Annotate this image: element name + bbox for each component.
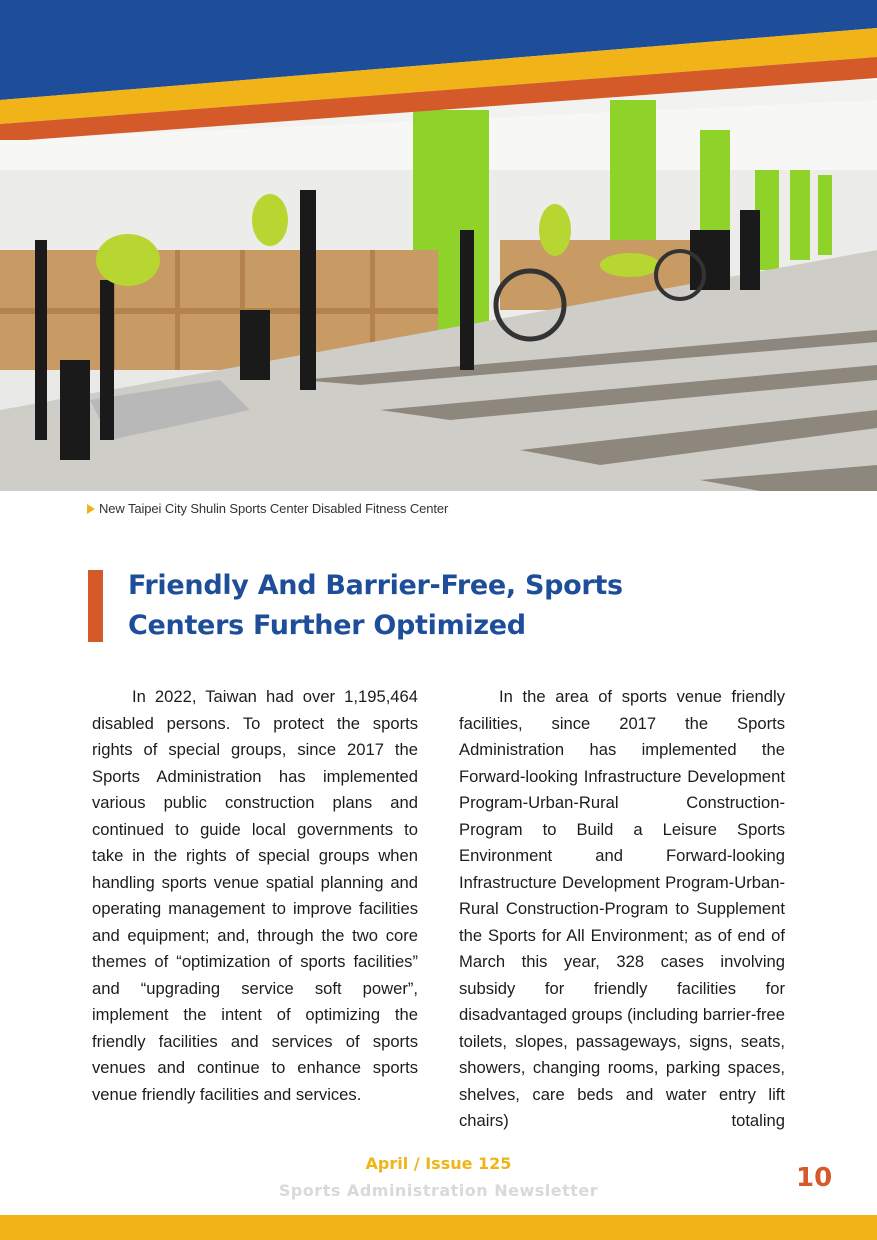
photo-caption-text: New Taipei City Shulin Sports Center Disabled Fitness Center [99, 501, 449, 516]
footer-bar [0, 1215, 877, 1240]
photo-caption [87, 501, 448, 516]
article-title [128, 566, 648, 646]
fitness-center-illustration [0, 80, 877, 491]
footer-issue: April / Issue 125 [365, 1154, 512, 1173]
left-column-paragraph: In 2022, Taiwan had over 1,195,464 disabled persons. To protect the sports rights of special groups, since 2017 the Sports Administration has implemented various public construction plans and continued to guide local governments to take in the rights of special groups when handling sports venue spatial planning and operating management to improve facilities and equipment; and, through the two core themes of “optimization of sports facilities” and “upgrading service soft power”, implement the intent of optimizing the friendly facilities and services of sports venues and continue to enhance sports venue friendly facilities and services. [92, 687, 418, 1104]
title-accent-bar [88, 570, 103, 642]
left-column [92, 684, 418, 1108]
article-title-line2: Centers Further Optimized [128, 610, 526, 641]
right-column [459, 684, 785, 1135]
fitness-center-photo [0, 80, 877, 491]
header-stripes [0, 0, 877, 140]
page-number: 10 [796, 1163, 833, 1193]
article-title-line1: Friendly And Barrier-Free, Sports [128, 570, 623, 601]
right-column-paragraph: In the area of sports venue friendly facilities, since 2017 the Sports Administration has implemented the Forward-looking Infrastructure Development Program-Urban-Rural Construction- Program to Build a Leisure Sports Environment and Forward-looking Infrastructure Development Program-Urban-Rural Construction-Program to Supplement the Sports for All Environment; as of end of March this year, 328 cases involving subsidy for friendly facilities for disadvantaged groups (including barrier-free toilets, slopes, passageways, signs, seats, showers, changing rooms, parking spaces, shelves, care beds and water entry lift chairs) totaling [459, 687, 785, 1130]
footer-publication: Sports Administration Newsletter [278, 1181, 599, 1200]
caption-triangle-icon [87, 504, 95, 514]
